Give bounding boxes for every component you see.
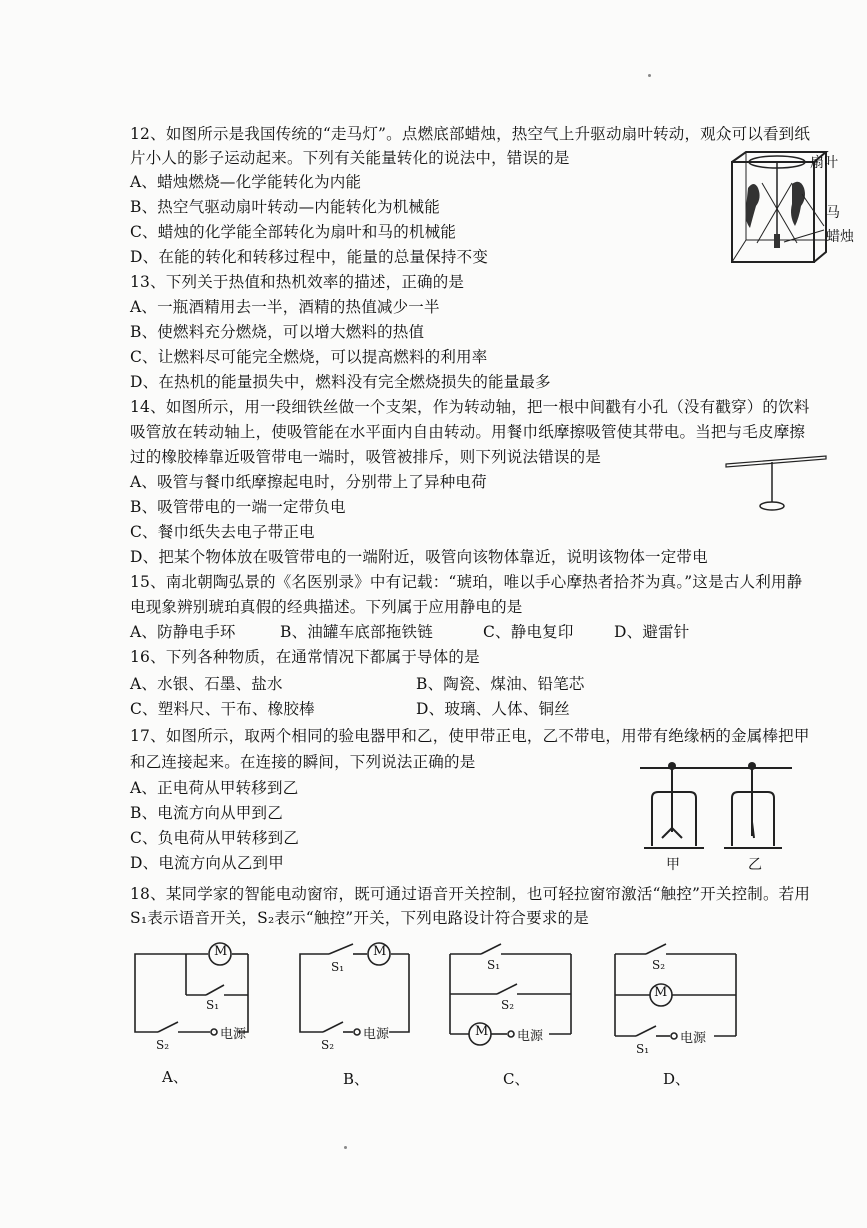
circuit-b-caption: B、 [343, 1070, 370, 1088]
electroscope-drawing [636, 762, 796, 874]
q12-option-d: D、在能的转化和转移过程中，能量的总量保持不变 [130, 248, 489, 266]
q16-stem: 16、下列各种物质，在通常情况下都属于导体的是 [130, 648, 480, 666]
q14-option-c: C、餐巾纸失去电子带正电 [130, 523, 315, 541]
q16-option-b: B、陶瓷、煤油、铅笔芯 [416, 675, 585, 693]
lantern-label-horse: 马 [826, 205, 840, 221]
q18-stem-line1: 18、某同学家的智能电动窗帘，既可通过语音开关控制，也可轻拉窗帘激活“触控”开关控制。若用 [130, 885, 811, 903]
q12-option-b: B、热空气驱动扇叶转动—内能转化为机械能 [130, 198, 440, 216]
electroscope-label-yi: 乙 [748, 857, 762, 873]
circuit-a-caption: A、 [162, 1068, 188, 1086]
electroscope-figure [636, 762, 796, 874]
q15-stem-line2: 电现象辨别琥珀真假的经典描述。下列属于应用静电的是 [130, 598, 523, 616]
q13-option-b: B、使燃料充分燃烧，可以增大燃料的热值 [130, 323, 425, 341]
q13-option-d: D、在热机的能量损失中，燃料没有完全燃烧损失的能量最多 [130, 373, 551, 391]
circuit-a [130, 938, 280, 1058]
q17-stem-line2: 和乙连接起来。在连接的瞬间，下列说法正确的是 [130, 753, 476, 771]
circuit-a-motor: M [214, 944, 228, 959]
straw-drawing [722, 452, 832, 522]
lantern-figure [722, 148, 862, 278]
circuit-d [610, 938, 750, 1058]
straw-figure [722, 452, 832, 522]
q12-option-a: A、蜡烛燃烧—化学能转化为内能 [130, 173, 362, 191]
q13-option-a: A、一瓶酒精用去一半，酒精的热值减少一半 [130, 298, 440, 316]
circuit-d-caption: D、 [663, 1070, 691, 1088]
q14-option-d: D、把某个物体放在吸管带电的一端附近，吸管向该物体靠近，说明该物体一定带电 [130, 548, 708, 566]
circuit-d-s1: S₁ [636, 1042, 650, 1056]
electroscope-label-jia: 甲 [666, 857, 680, 873]
q12-stem-line1: 12、如图所示是我国传统的“走马灯”。点燃底部蜡烛，热空气上升驱动扇叶转动，观众可以看到纸 [130, 125, 811, 143]
q18-stem-line2: S₁表示语音开关，S₂表示“触控”开关，下列电路设计符合要求的是 [130, 909, 589, 927]
q15-option-b: B、油罐车底部拖铁链 [280, 623, 433, 641]
circuit-a-s2: S₂ [156, 1038, 170, 1052]
q14-stem-line3: 过的橡胶棒靠近吸管带电一端时，吸管被排斥，则下列说法错误的是 [130, 448, 602, 466]
q16-option-a: A、水银、石墨、盐水 [130, 675, 283, 693]
q15-option-c: C、静电复印 [483, 623, 574, 641]
lantern-label-candle: 蜡烛 [826, 229, 854, 245]
q17-option-a: A、正电荷从甲转移到乙 [130, 779, 299, 797]
q13-option-c: C、让燃料尽可能完全燃烧，可以提高燃料的利用率 [130, 348, 488, 366]
q15-option-a: A、防静电手环 [130, 623, 236, 641]
circuit-c-caption: C、 [503, 1070, 530, 1088]
circuit-d-s2: S₂ [652, 958, 666, 972]
circuit-c-motor: M [475, 1024, 489, 1039]
circuit-b [295, 938, 425, 1058]
q12-option-c: C、蜡烛的化学能全部转化为扇叶和马的机械能 [130, 223, 457, 241]
circuit-c-s2: S₂ [501, 998, 515, 1012]
lantern-drawing [722, 148, 862, 278]
circuit-b-s1: S₁ [331, 960, 345, 974]
circuit-b-drawing [295, 938, 425, 1058]
q17-stem-line1: 17、如图所示，取两个相同的验电器甲和乙，使甲带正电，乙不带电，用带有绝缘柄的金属棒把甲 [130, 727, 810, 745]
circuit-d-motor: M [654, 985, 668, 1000]
lantern-label-fan: 扇叶 [810, 155, 838, 171]
circuit-b-motor: M [373, 944, 387, 959]
q17-option-d: D、电流方向从乙到甲 [130, 854, 284, 872]
circuit-a-drawing [130, 938, 280, 1058]
q15-stem-line1: 15、南北朝陶弘景的《名医别录》中有记载：“琥珀，唯以手心摩热者拾芥为真。”这是古人利用静 [130, 573, 803, 591]
circuit-c-s1: S₁ [487, 958, 501, 972]
circuit-c-power: 电源 [517, 1029, 544, 1044]
scan-speck [648, 74, 651, 77]
q13-stem: 13、下列关于热值和热机效率的描述，正确的是 [130, 273, 465, 291]
q14-option-b: B、吸管带电的一端一定带负电 [130, 498, 346, 516]
q16-option-d: D、玻璃、人体、铜丝 [416, 700, 570, 718]
q17-option-c: C、负电荷从甲转移到乙 [130, 829, 300, 847]
circuit-a-s1: S₁ [206, 998, 220, 1012]
circuit-b-s2: S₂ [321, 1038, 335, 1052]
q14-stem-line2: 吸管放在转动轴上，使吸管能在水平面内自由转动。用餐巾纸摩擦吸管使其带电。当把与毛皮摩擦 [130, 423, 806, 441]
q12-stem-line2: 片小人的影子运动起来。下列有关能量转化的说法中，错误的是 [130, 149, 570, 167]
circuit-c [445, 938, 590, 1058]
circuit-a-power: 电源 [220, 1027, 247, 1042]
q16-option-c: C、塑料尺、干布、橡胶棒 [130, 700, 315, 718]
q17-option-b: B、电流方向从甲到乙 [130, 804, 283, 822]
q14-stem-line1: 14、如图所示，用一段细铁丝做一个支架，作为转动轴，把一根中间戳有小孔（没有戳穿）的饮料 [130, 398, 810, 416]
circuit-d-power: 电源 [680, 1031, 707, 1046]
scan-speck [344, 1146, 347, 1149]
circuit-b-power: 电源 [363, 1027, 390, 1042]
q14-option-a: A、吸管与餐巾纸摩擦起电时，分别带上了异种电荷 [130, 473, 487, 491]
q15-option-d: D、避雷针 [614, 623, 690, 641]
